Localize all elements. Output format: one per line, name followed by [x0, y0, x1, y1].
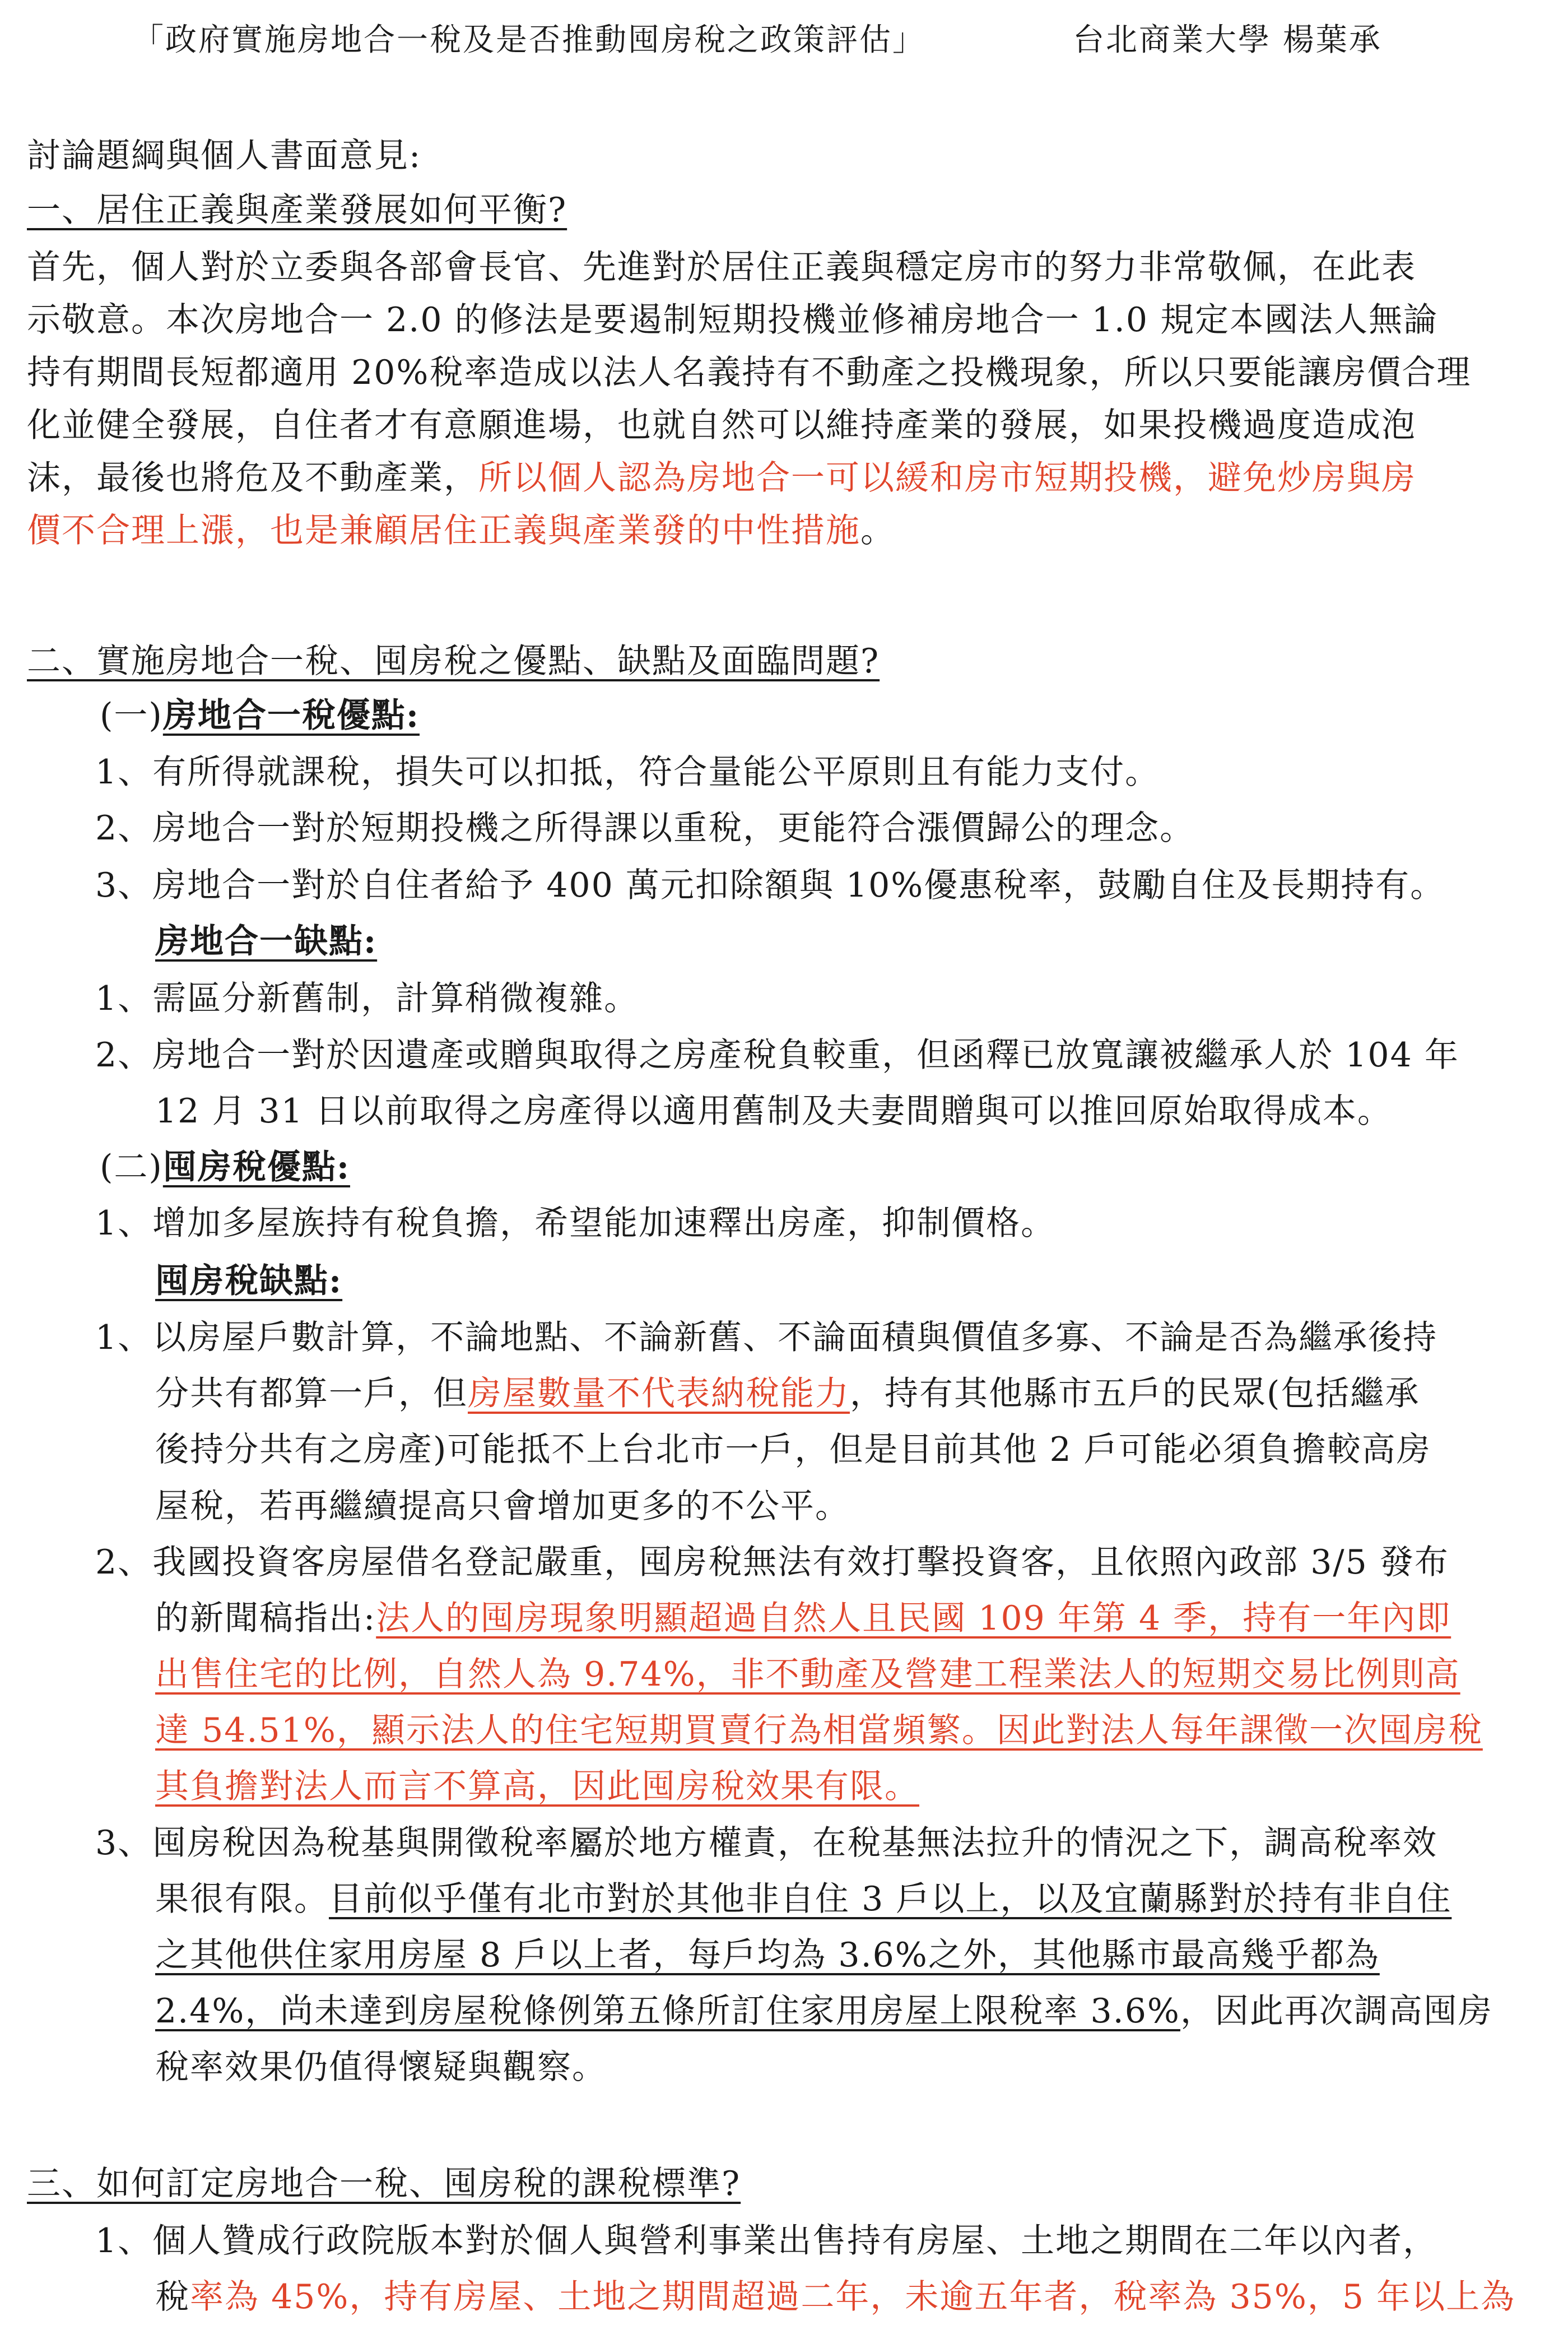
highlight-run: 法人的囤房現象明顯超過自然人且民國 109 年第 4 季，持有一年內即: [376, 1599, 1451, 1638]
list-item-continuation: 後持分共有之房產)可能抵不上台北市一戶，但是目前其他 2 戶可能必須負擔較高房: [155, 1430, 1431, 1469]
sub1-title: 房地合一稅優點:: [162, 696, 420, 735]
section1-paragraph-line: 首先，個人對於立委與各部會長官、先進對於居住正義與穩定房市的努力非常敬佩，在此表: [27, 248, 1416, 287]
list-item: 1、以房屋戶數計算，不論地點、不論新舊、不論面積與價值多寡、不論是否為繼承後持: [95, 1318, 1438, 1357]
section1-highlight: 價不合理上漲，也是兼顧居住正義與產業發的中性措施: [27, 511, 860, 550]
document-author: 台北商業大學 楊葉承: [1073, 22, 1382, 58]
list-item-continuation: [155, 1596, 1451, 1641]
text-run: 稅: [155, 2277, 190, 2317]
underlined-run: 2.4%，尚未達到房屋稅條例第五條所訂住家用房屋上限稅率 3.6%: [155, 1992, 1180, 2031]
section1-heading-label: 一、居住正義與產業發展如何平衡?: [27, 191, 567, 230]
list-item-continuation: 屋稅，若再繼續提高只會增加更多的不公平。: [155, 1487, 850, 1526]
section1-text: 。: [860, 511, 895, 550]
section3-heading-label: 三、如何訂定房地合一稅、囤房稅的課稅標準?: [27, 2164, 741, 2203]
list-item-continuation: [155, 2275, 1515, 2319]
list-item-continuation: [155, 1877, 1451, 1922]
list-item-continuation: 稅率效果仍值得懷疑與觀察。: [155, 2048, 607, 2087]
list-item: 2、我國投資客房屋借名登記嚴重，囤房稅無法有效打擊投資客，且依照內政部 3/5 發布: [95, 1543, 1449, 1582]
section2-sub2-heading: [100, 1145, 350, 1190]
section2-heading: [27, 639, 880, 684]
sub2-prefix: (二): [100, 1148, 163, 1187]
section2-cons2-heading: [155, 1259, 342, 1303]
sub2-title: 囤房稅優點:: [162, 1148, 350, 1187]
cons1-title: 房地合一缺點:: [155, 922, 378, 961]
list-item-continuation: 12 月 31 日以前取得之房產得以適用舊制及夫妻間贈與可以推回原始取得成本。: [155, 1092, 1392, 1131]
list-item: 2、房地合一對於短期投機之所得課以重稅，更能符合漲價歸公的理念。: [95, 809, 1195, 848]
sub1-prefix: (一): [100, 696, 163, 735]
document-title: 「政府實施房地合一稅及是否推動囤房稅之政策評估」: [132, 22, 925, 58]
list-item: 1、個人贊成行政院版本對於個人與營利事業出售持有房屋、土地之期間在二年以內者，: [95, 2221, 1438, 2261]
intro-line: 討論題綱與個人書面意見:: [27, 136, 422, 175]
section1-paragraph-line: 示敬意。本次房地合一 2.0 的修法是要遏制短期投機並修補房地合一 1.0 規定本國法人無論: [27, 300, 1439, 340]
list-item-continuation: [155, 1371, 1420, 1416]
list-item-continuation: [155, 1989, 1493, 2034]
list-item: 2、房地合一對於因遺產或贈與取得之房產稅負較重，但函釋已放寬讓被繼承人於 104 年: [95, 1036, 1459, 1075]
section1-paragraph-line: 化並健全發展，自住者才有意願進場，也就自然可以維持產業的發展，如果投機過度造成泡: [27, 406, 1416, 445]
section1-paragraph-line: [27, 456, 1416, 500]
text-run: ，因此再次調高囤房: [1180, 1992, 1493, 2031]
list-item: 3、房地合一對於自住者給予 400 萬元扣除額與 10%優惠稅率，鼓勵自住及長期持有。: [95, 866, 1445, 905]
list-item-continuation: 出售住宅的比例，自然人為 9.74%，非不動產及營建工程業法人的短期交易比例則高: [155, 1655, 1460, 1694]
section1-paragraph-line: [27, 508, 895, 553]
highlight-run: 率為 45%，持有房屋、土地之期間超過二年，未逾五年者，稅率為 35%，5 年以上為: [190, 2277, 1516, 2317]
list-item: 3、囤房稅因為稅基與開徵稅率屬於地方權責，在稅基無法拉升的情況之下，調高稅率效: [95, 1823, 1438, 1863]
section2-heading-label: 二、實施房地合一稅、囤房稅之優點、缺點及面臨問題?: [27, 642, 880, 681]
text-run: 果很有限。: [155, 1879, 329, 1919]
cons2-title: 囤房稅缺點:: [155, 1261, 343, 1301]
section1-text: 沫，最後也將危及不動產業，: [27, 458, 478, 498]
list-item-continuation: 之其他供住家用房屋 8 戶以上者，每戶均為 3.6%之外，其他縣市最高幾乎都為: [155, 1936, 1380, 1975]
list-item: 1、需區分新舊制，計算稍微複雜。: [95, 979, 639, 1018]
section1-paragraph-line: 持有期間長短都適用 20%稅率造成以法人名義持有不動產之投機現象，所以只要能讓房價合理: [27, 353, 1472, 392]
list-item-continuation: 其負擔對法人而言不算高，因此囤房稅效果有限。: [155, 1767, 919, 1806]
highlight-run: 房屋數量不代表納稅能力: [468, 1374, 850, 1413]
section2-sub1-heading: [100, 693, 420, 738]
list-item: 1、有所得就課稅，損失可以扣抵，符合量能公平原則且有能力支付。: [95, 753, 1160, 792]
section1-highlight: 所以個人認為房地合一可以緩和房市短期投機，避免炒房與房: [478, 458, 1416, 498]
section3-heading: [27, 2161, 741, 2206]
list-item: 1、增加多屋族持有稅負擔，希望能加速釋出房產，抑制價格。: [95, 1204, 1056, 1243]
section1-heading-text: [27, 191, 567, 230]
section2-cons1-heading: [155, 919, 377, 964]
text-run: ，持有其他縣市五戶的民眾(包括繼承: [850, 1374, 1420, 1413]
text-run: 的新聞稿指出:: [155, 1599, 376, 1638]
list-item-continuation: 達 54.51%，顯示法人的住宅短期買賣行為相當頻繁。因此對法人每年課徵一次囤房稅: [155, 1711, 1483, 1750]
text-run: 分共有都算一戶，但: [155, 1374, 468, 1413]
underlined-run: 目前似乎僅有北市對於其他非自住 3 戶以上，以及宜蘭縣對於持有非自住: [329, 1879, 1452, 1919]
section1-heading: [27, 188, 567, 233]
